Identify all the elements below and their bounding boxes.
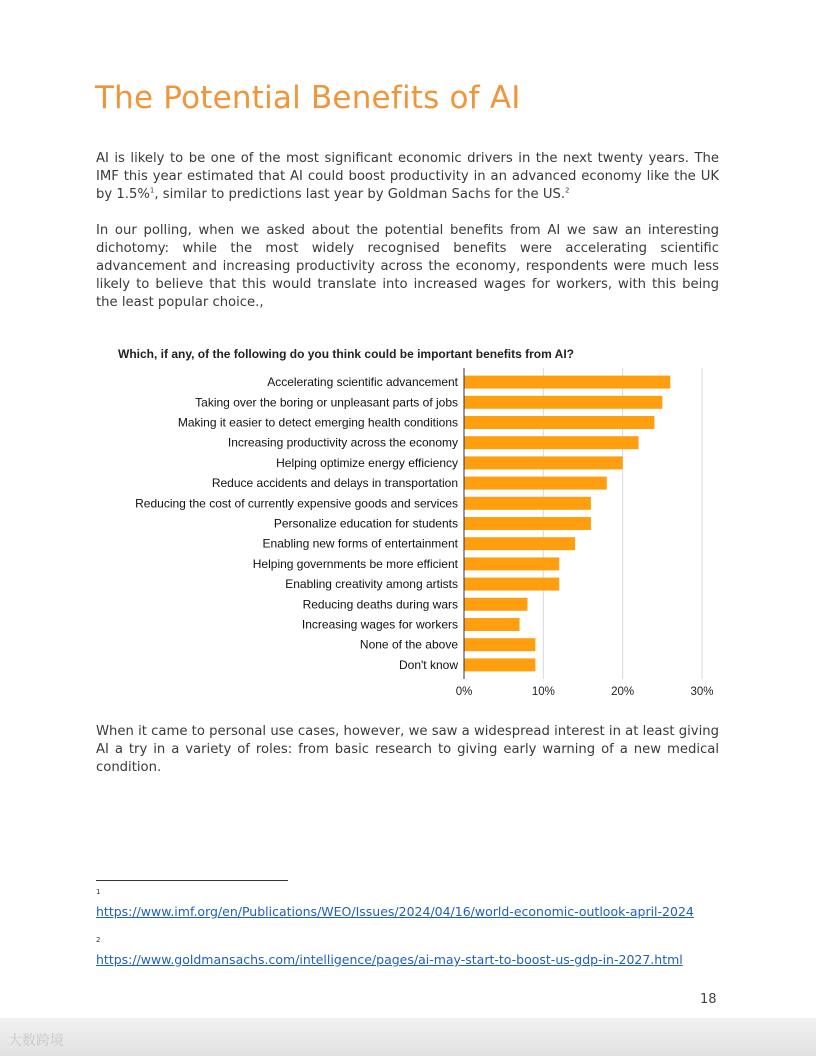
page-number: 18 [700, 992, 717, 1007]
x-tick-label: 20% [611, 686, 635, 698]
benefits-bar-chart [110, 340, 720, 700]
x-tick-label: 10% [531, 686, 555, 698]
watermark-logo: 大数跨境 [8, 1033, 64, 1049]
bar [464, 578, 559, 591]
category-label: Accelerating scientific advancement [267, 375, 458, 390]
x-tick-label: 30% [690, 686, 714, 698]
bar [464, 598, 527, 611]
category-label: Increasing productivity across the economy [227, 435, 458, 450]
bar [464, 376, 670, 389]
category-label: Enabling new forms of entertainment [262, 536, 458, 551]
footnote-ref-1[interactable]: 1 [149, 186, 155, 195]
chart-title: Which, if any, of the following do you think could be important benefits from AI? [118, 347, 574, 361]
bar [464, 456, 623, 469]
bar [464, 537, 575, 550]
category-label: Helping optimize energy efficiency [276, 455, 458, 470]
bar [464, 436, 639, 449]
category-label: Helping governments be more efficient [252, 556, 458, 571]
category-label: Enabling creativity among artists [285, 577, 458, 592]
footnote-divider [96, 880, 288, 881]
category-label: Don't know [399, 657, 458, 672]
bar [464, 416, 654, 429]
category-label: Making it easier to detect emerging health conditions [177, 415, 458, 430]
category-label: None of the above [359, 637, 458, 652]
x-tick-label: 0% [455, 686, 473, 698]
polling-paragraph: In our polling, when we asked about the potential benefits from AI we saw an interesting dichotomy: while the most widely recognised benefits were accelerating scientific advancement and increasing productivity across the economy, respondents were much less likely to believe that this would translate into increased wages for workers, with this being the least popular choice., [96, 223, 719, 310]
category-label: Reducing deaths during wars [302, 597, 458, 612]
category-label: Reduce accidents and delays in transportation [211, 476, 458, 491]
bar [464, 557, 559, 570]
intro-paragraph [96, 150, 719, 204]
footnote-link-2[interactable]: https://www.goldmansachs.com/intelligence/pages/ai-may-start-to-boost-us-gdp-in-2027.html [96, 952, 683, 967]
chart-svg [110, 340, 720, 700]
category-label: Reducing the cost of currently expensive goods and services [135, 496, 458, 511]
footnote-number-1: 1 [96, 888, 101, 896]
footnote-number-2: 2 [96, 936, 101, 944]
category-label: Taking over the boring or unpleasant parts of jobs [195, 395, 458, 410]
intro-text-a: AI is likely to be one of the most significant economic drivers in the next twenty years. The IMF this year estimated that AI could boost productivity in an advanced economy like the UK by 1.5% [96, 151, 719, 202]
personal-use-paragraph: When it came to personal use cases, however, we saw a widespread interest in at least giving AI a try in a variety of roles: from basic research to giving early warning of a new medical condition. [96, 724, 719, 775]
bar [464, 497, 591, 510]
category-label: Increasing wages for workers [301, 617, 458, 632]
footnote-link-1[interactable]: https://www.imf.org/en/Publications/WEO/Issues/2024/04/16/world-economic-outlook-april-2024 [96, 904, 694, 919]
footnote-ref-2[interactable]: 2 [565, 186, 570, 195]
watermark-band [0, 1018, 816, 1056]
bar [464, 618, 520, 631]
bar [464, 517, 591, 530]
bar [464, 638, 535, 651]
intro-text-b: , similar to predictions last year by Goldman Sachs for the US. [154, 187, 566, 202]
bar [464, 477, 607, 490]
category-label: Personalize education for students [273, 516, 458, 531]
bar [464, 396, 662, 409]
page-title: The Potential Benefits of AI [95, 80, 521, 116]
bar [464, 658, 535, 671]
